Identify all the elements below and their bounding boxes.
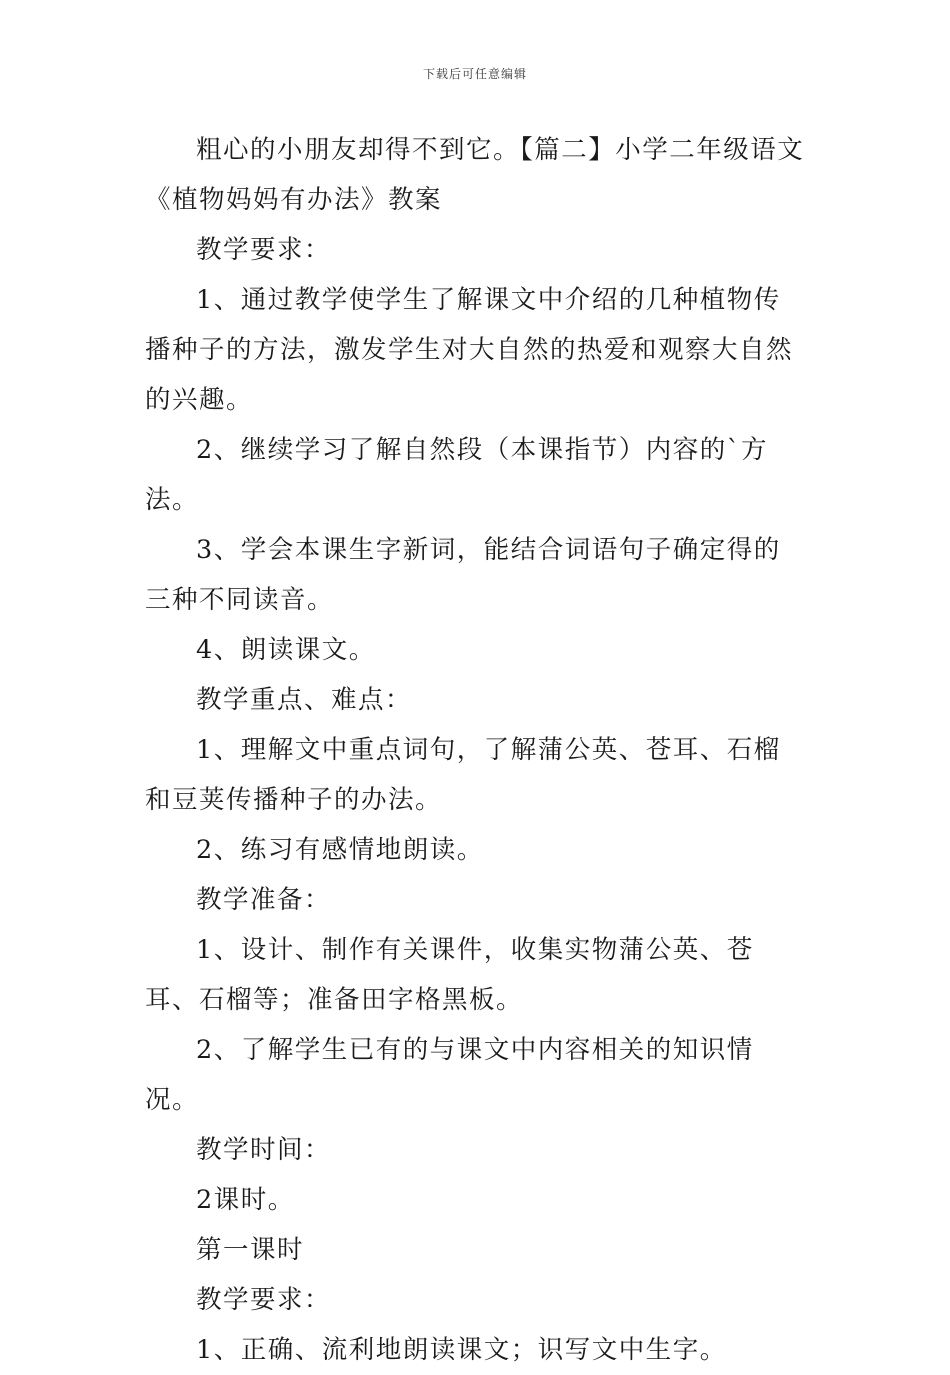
document-body (145, 125, 805, 1375)
paragraph: 1、正确、流利地朗读课文；识写文中生字。 (196, 1335, 727, 1365)
section-heading: 教学时间： (196, 1135, 332, 1165)
paragraph: 2、练习有感情地朗读。 (196, 835, 484, 865)
section-heading: 第一课时 (196, 1235, 305, 1265)
section-heading: 教学重点、难点： (196, 685, 413, 715)
paragraph: 1、设计、制作有关课件，收集实物蒲公英、苍耳、石榴等；准备田字格黑板。 (145, 935, 754, 1015)
paragraph: 2、继续学习了解自然段（本课指节）内容的`方法。 (145, 435, 768, 515)
paragraph: 1、理解文中重点词句，了解蒲公英、苍耳、石榴和豆荚传播种子的办法。 (145, 735, 781, 815)
paragraph: 4、朗读课文。 (196, 635, 376, 665)
paragraph: 粗心的小朋友却得不到它。【篇二】小学二年级语文《植物妈妈有办法》教案 (145, 135, 805, 215)
paragraph: 1、通过教学使学生了解课文中介绍的几种植物传播种子的方法，激发学生对大自然的热爱和观察大自然的兴趣。 (145, 285, 794, 415)
paragraph: 3、学会本课生字新词，能结合词语句子确定得的三种不同读音。 (145, 535, 781, 615)
paragraph: 2课时。 (196, 1185, 295, 1215)
section-heading: 教学要求： (196, 235, 332, 265)
page-header: 下载后可任意编辑 (422, 67, 527, 81)
paragraph: 2、了解学生已有的与课文中内容相关的知识情况。 (145, 1035, 754, 1115)
section-heading: 教学要求： (196, 1285, 332, 1315)
section-heading: 教学准备： (196, 885, 332, 915)
